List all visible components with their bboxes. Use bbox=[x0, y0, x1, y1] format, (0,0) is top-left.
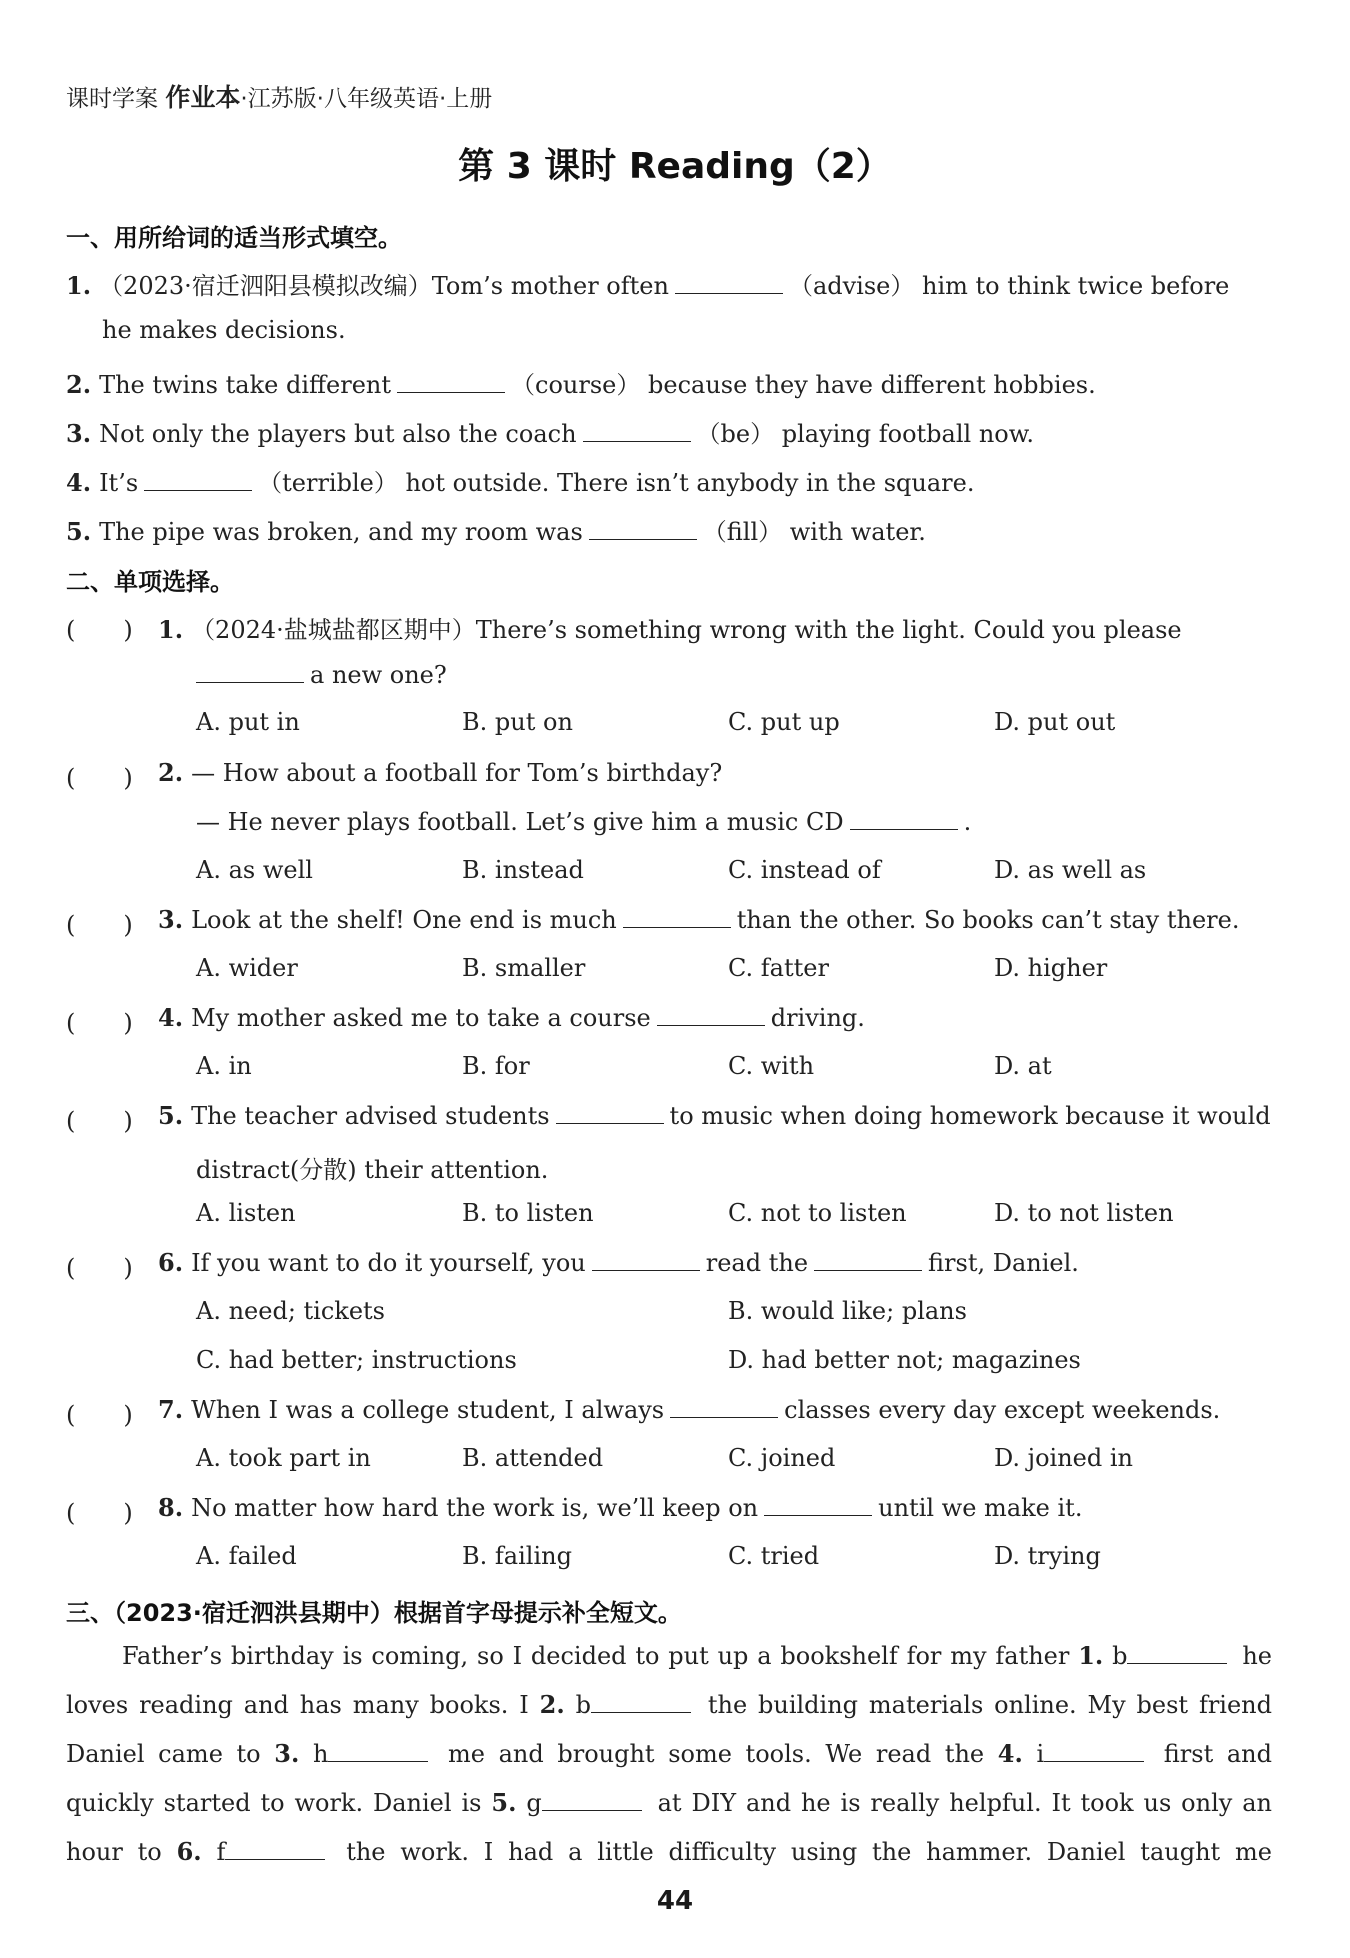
option-c[interactable]: C. joined bbox=[728, 1444, 836, 1472]
s1-q3: 3. Not only the players but also the coach （be） playing football now. bbox=[66, 419, 1035, 448]
passage-line-3: Daniel came to 3. h me and brought some tools. We read the 4. i first and bbox=[66, 1739, 1272, 1768]
answer-blank[interactable] bbox=[675, 271, 783, 294]
answer-blank[interactable] bbox=[623, 905, 731, 928]
s1-q1: 1. （2023·宿迁泗阳县模拟改编）Tom’s mother often （advise） him to think twice before bbox=[66, 271, 1230, 300]
answer-blank[interactable] bbox=[328, 1739, 428, 1762]
s2-q6: 6. If you want to do it yourself, you read the first, Daniel. bbox=[158, 1248, 1079, 1277]
answer-paren[interactable]: ( ) bbox=[66, 1499, 133, 1527]
answer-blank[interactable] bbox=[397, 370, 505, 393]
option-c[interactable]: C. had better; instructions bbox=[196, 1346, 517, 1374]
option-d[interactable]: D. put out bbox=[994, 708, 1116, 736]
s2-q7: 7. When I was a college student, I always classes every day except weekends. bbox=[158, 1395, 1221, 1424]
s1-q5: 5. The pipe was broken, and my room was （fill） with water. bbox=[66, 517, 926, 546]
page-title: 第 3 课时 Reading（2） bbox=[458, 146, 892, 187]
section3-heading: 三、（2023·宿迁泗洪县期中）根据首字母提示补全短文。 bbox=[66, 1599, 682, 1627]
s2-q3: 3. Look at the shelf! One end is much than the other. So books can’t stay there. bbox=[158, 905, 1240, 934]
option-c[interactable]: C. put up bbox=[728, 708, 840, 736]
answer-blank[interactable] bbox=[657, 1003, 765, 1026]
answer-paren[interactable]: ( ) bbox=[66, 1401, 133, 1429]
option-d[interactable]: D. trying bbox=[994, 1542, 1101, 1570]
option-c[interactable]: C. not to listen bbox=[728, 1199, 907, 1227]
option-b[interactable]: B. attended bbox=[462, 1444, 604, 1472]
page-number: 44 bbox=[656, 1886, 694, 1916]
answer-paren[interactable]: ( ) bbox=[66, 911, 133, 939]
passage-line-4: quickly started to work. Daniel is 5. g at DIY and he is really helpful. It took us only an bbox=[66, 1788, 1272, 1817]
option-b[interactable]: B. for bbox=[462, 1052, 530, 1080]
passage-line-5: hour to 6. f the work. I had a little difficulty using the hammer. Daniel taught me bbox=[66, 1837, 1272, 1866]
answer-blank[interactable] bbox=[556, 1101, 664, 1124]
answer-paren[interactable]: ( ) bbox=[66, 616, 133, 644]
passage-line-2: loves reading and has many books. I 2. b the building materials online. My best friend bbox=[66, 1690, 1273, 1719]
answer-blank[interactable] bbox=[583, 419, 691, 442]
answer-blank[interactable] bbox=[196, 660, 304, 683]
option-c[interactable]: C. with bbox=[728, 1052, 815, 1080]
section1-heading: 一、用所给词的适当形式填空。 bbox=[66, 224, 402, 252]
header-prefix: 课时学案 bbox=[66, 86, 158, 112]
option-b[interactable]: B. to listen bbox=[462, 1199, 594, 1227]
answer-blank[interactable] bbox=[764, 1493, 872, 1516]
answer-paren[interactable]: ( ) bbox=[66, 1254, 133, 1282]
option-d[interactable]: D. higher bbox=[994, 954, 1108, 982]
answer-paren[interactable]: ( ) bbox=[66, 1009, 133, 1037]
option-a[interactable]: A. need; tickets bbox=[196, 1297, 385, 1325]
answer-blank[interactable] bbox=[144, 468, 252, 491]
header-suffix: ·江苏版·八年级英语·上册 bbox=[240, 86, 493, 112]
option-a[interactable]: A. put in bbox=[196, 708, 300, 736]
option-c[interactable]: C. fatter bbox=[728, 954, 829, 982]
answer-blank[interactable] bbox=[1044, 1739, 1144, 1762]
s2-q1: 1. （2024·盐城盐都区期中）There’s something wrong with the light. Could you please bbox=[158, 615, 1182, 644]
s2-q2: 2. — How about a football for Tom’s birthday? bbox=[158, 758, 723, 787]
option-a[interactable]: A. took part in bbox=[196, 1444, 371, 1472]
s2-q5-cont: distract(分散) their attention. bbox=[196, 1156, 549, 1184]
answer-blank[interactable] bbox=[592, 1248, 700, 1271]
option-c[interactable]: C. instead of bbox=[728, 856, 881, 884]
option-c[interactable]: C. tried bbox=[728, 1542, 820, 1570]
option-b[interactable]: B. failing bbox=[462, 1542, 572, 1570]
option-a[interactable]: A. wider bbox=[196, 954, 298, 982]
option-a[interactable]: A. as well bbox=[196, 856, 313, 884]
s2-q4: 4. My mother asked me to take a course driving. bbox=[158, 1003, 865, 1032]
answer-blank[interactable] bbox=[225, 1837, 325, 1860]
answer-paren[interactable]: ( ) bbox=[66, 1107, 133, 1135]
s2-q1-cont: a new one? bbox=[196, 660, 447, 689]
section2-heading: 二、单项选择。 bbox=[66, 568, 234, 596]
option-d[interactable]: D. at bbox=[994, 1052, 1052, 1080]
header-bold: 作业本 bbox=[165, 83, 241, 112]
option-d[interactable]: D. as well as bbox=[994, 856, 1147, 884]
option-a[interactable]: A. in bbox=[196, 1052, 252, 1080]
answer-blank[interactable] bbox=[591, 1690, 691, 1713]
answer-paren[interactable]: ( ) bbox=[66, 764, 133, 792]
book-header bbox=[66, 78, 492, 114]
answer-blank[interactable] bbox=[1127, 1641, 1227, 1664]
answer-blank[interactable] bbox=[589, 517, 697, 540]
option-d[interactable]: D. had better not; magazines bbox=[728, 1346, 1081, 1374]
answer-blank[interactable] bbox=[670, 1395, 778, 1418]
option-b[interactable]: B. would like; plans bbox=[728, 1297, 967, 1325]
s1-q4: 4. It’s （terrible） hot outside. There isn’t anybody in the square. bbox=[66, 468, 975, 497]
option-a[interactable]: A. listen bbox=[196, 1199, 296, 1227]
s2-q8: 8. No matter how hard the work is, we’ll keep on until we make it. bbox=[158, 1493, 1083, 1522]
s2-q2-cont: — He never plays football. Let’s give him a music CD . bbox=[196, 808, 972, 836]
s1-q2: 2. The twins take different （course） because they have different hobbies. bbox=[66, 370, 1096, 399]
passage-line-1: Father’s birthday is coming, so I decided to put up a bookshelf for my father 1. b he bbox=[122, 1641, 1272, 1670]
s1-q1-cont: he makes decisions. bbox=[102, 316, 346, 344]
answer-blank[interactable] bbox=[542, 1788, 642, 1811]
option-b[interactable]: B. smaller bbox=[462, 954, 586, 982]
option-d[interactable]: D. to not listen bbox=[994, 1199, 1174, 1227]
option-b[interactable]: B. put on bbox=[462, 708, 573, 736]
option-a[interactable]: A. failed bbox=[196, 1542, 297, 1570]
s2-q5: 5. The teacher advised students to music when doing homework because it would bbox=[158, 1101, 1271, 1130]
answer-blank[interactable] bbox=[814, 1248, 922, 1271]
answer-blank[interactable] bbox=[850, 807, 958, 830]
option-d[interactable]: D. joined in bbox=[994, 1444, 1133, 1472]
option-b[interactable]: B. instead bbox=[462, 856, 584, 884]
